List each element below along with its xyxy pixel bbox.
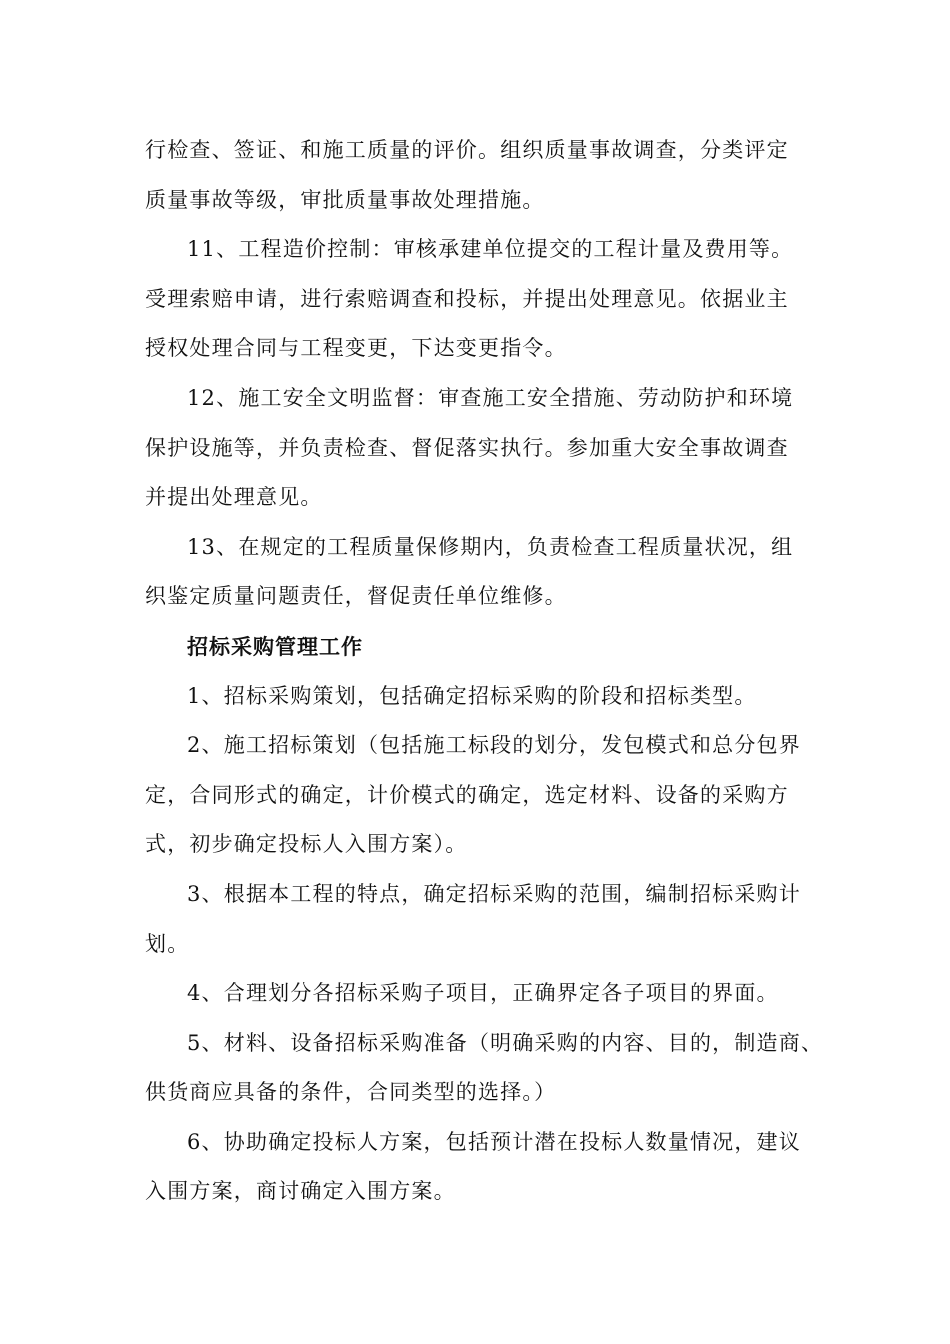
document-body <box>145 126 824 1217</box>
paragraph-item-3: 3、根据本工程的特点，确定招标采购的范围，编制招标采购计 <box>187 881 801 906</box>
text-line: 织鉴定质量问题责任，督促责任单位维修。 <box>145 584 567 609</box>
text-line: 行检查、签证、和施工质量的评价。组织质量事故调查，分类评定 <box>145 138 789 162</box>
section-heading: 招标采购管理工作 <box>187 633 363 659</box>
text-line: 供货商应具备的条件，合同类型的选择。） <box>145 1080 557 1105</box>
paragraph-item-11: 11、工程造价控制：审核承建单位提交的工程计量及费用等。 <box>187 237 794 262</box>
text-line: 定，合同形式的确定，计价模式的确定，选定材料、设备的采购方 <box>145 782 789 807</box>
paragraph-item-5: 5、材料、设备招标采购准备（明确采购的内容、目的，制造商、 <box>187 1030 824 1055</box>
text-line: 式，初步确定投标人入围方案）。 <box>145 832 468 857</box>
text-line: 质量事故等级，审批质量事故处理措施。 <box>145 187 545 212</box>
text-line: 并提出处理意见。 <box>145 485 323 510</box>
text-line: 授权处理合同与工程变更，下达变更指令。 <box>145 336 567 361</box>
paragraph-item-2: 2、施工招标策划（包括施工标段的划分，发包模式和总分包界 <box>187 733 801 758</box>
text-line: 入围方案，商讨确定入围方案。 <box>145 1179 456 1204</box>
paragraph-item-6: 6、协助确定投标人方案，包括预计潜在投标人数量情况，建议 <box>187 1129 801 1154</box>
text-line: 保护设施等，并负责检查、督促落实执行。参加重大安全事故调查 <box>145 435 789 460</box>
paragraph-item-4: 4、合理划分各招标采购子项目，正确界定各子项目的界面。 <box>187 981 779 1006</box>
text-line: 划。 <box>145 931 190 956</box>
paragraph-item-12: 12、施工安全文明监督：审查施工安全措施、劳动防护和环境 <box>187 385 794 410</box>
paragraph-item-13: 13、在规定的工程质量保修期内，负责检查工程质量状况，组 <box>187 534 794 559</box>
paragraph-item-1: 1、招标采购策划，包括确定招标采购的阶段和招标类型。 <box>187 683 757 708</box>
text-line: 受理索赔申请，进行索赔调查和投标，并提出处理意见。依据业主 <box>145 286 789 311</box>
